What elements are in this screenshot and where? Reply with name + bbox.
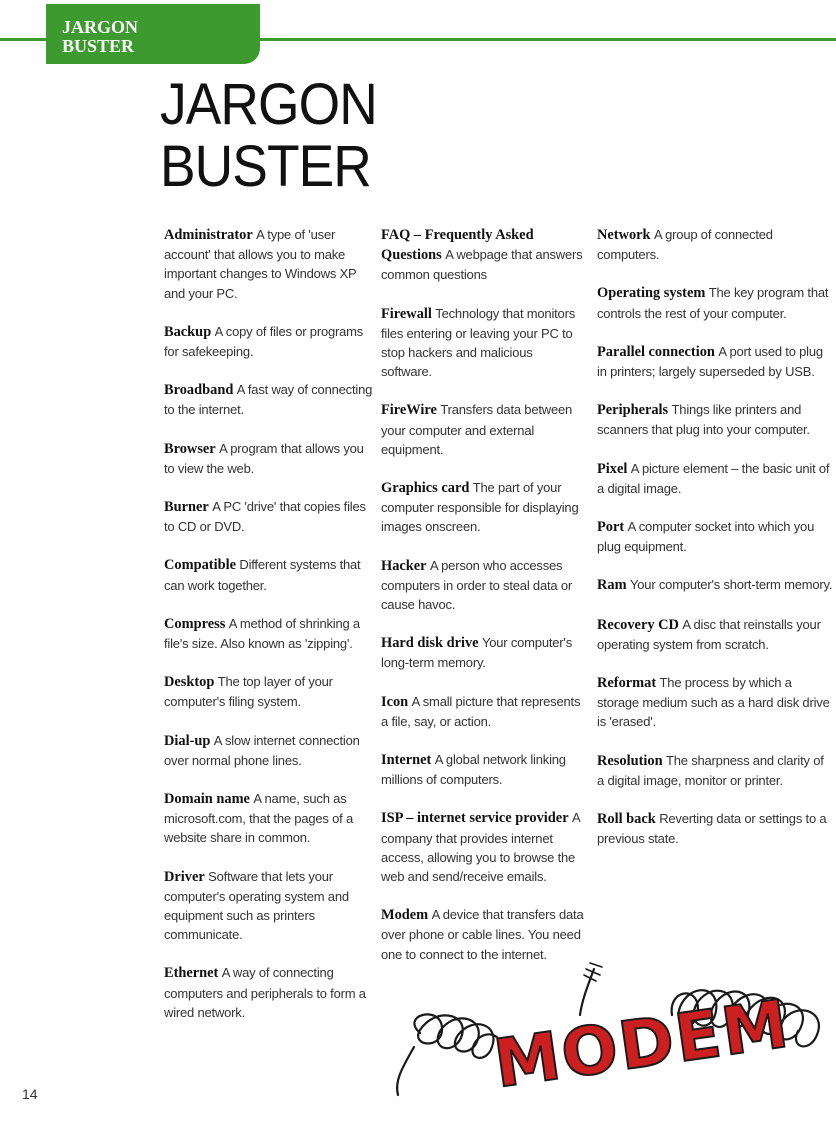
- page-title: [160, 74, 377, 198]
- glossary-definition: A name, such as microsoft.com, that the pages of a website share in common.: [164, 791, 354, 846]
- glossary-entry: [597, 400, 833, 439]
- modem-illustration-word: MODEM: [489, 985, 795, 1103]
- glossary-definition: Things like printers and scanners that plug into your computer.: [597, 402, 810, 438]
- glossary-entry: [381, 750, 586, 789]
- glossary-definition: A copy of files or programs for safekeeping.: [164, 323, 364, 360]
- glossary-entry: [164, 867, 374, 945]
- glossary-term: Graphics card: [381, 480, 470, 497]
- glossary-definition: Reverting data or settings to a previous state.: [597, 811, 827, 847]
- glossary-term: Resolution: [597, 752, 663, 769]
- glossary-entry: [597, 517, 833, 556]
- glossary-column-3: [597, 225, 833, 867]
- glossary-definition: A global network linking millions of computers.: [381, 752, 566, 788]
- glossary-term: Burner: [164, 499, 209, 516]
- glossary-entry: [381, 808, 586, 886]
- page-number: 14: [22, 1086, 38, 1102]
- glossary-entry: [597, 751, 833, 790]
- glossary-term: Ethernet: [164, 965, 219, 982]
- glossary-definition: A picture element – the basic unit of a digital image.: [597, 460, 830, 496]
- glossary-entry: [597, 575, 833, 595]
- page-title-line1: JARGON: [160, 72, 377, 137]
- glossary-definition: A company that provides internet access, allowing you to browse the web and send/receive emails.: [381, 810, 580, 885]
- glossary-entry: [597, 283, 833, 322]
- glossary-entry: [381, 633, 586, 672]
- glossary-term: Firewall: [381, 305, 432, 322]
- glossary-definition: A method of shrinking a file's size. Also known as 'zipping'.: [164, 615, 360, 652]
- glossary-entry: [381, 692, 586, 731]
- modem-cable-illustration: [380, 955, 836, 1115]
- glossary-definition: A slow internet connection over normal phone lines.: [164, 732, 360, 768]
- glossary-term: Driver: [164, 868, 205, 885]
- glossary-term: Browser: [164, 440, 216, 457]
- glossary-entry: [381, 225, 586, 285]
- glossary-term: Compatible: [164, 557, 236, 574]
- glossary-entry: [164, 963, 374, 1022]
- section-tab-line2: BUSTER: [62, 36, 135, 56]
- glossary-term: FireWire: [381, 402, 437, 419]
- glossary-term: Network: [597, 227, 651, 243]
- glossary-definition: A small picture that represents a file, say, or action.: [381, 693, 581, 729]
- glossary-entry: [381, 556, 586, 615]
- glossary-definition: Transfers data between your computer and external equipment.: [381, 402, 573, 457]
- glossary-definition: The process by which a storage medium such as a hard disk drive is 'erased'.: [597, 675, 830, 730]
- glossary-entry: [597, 342, 833, 381]
- glossary-term: Port: [597, 519, 625, 536]
- glossary-definition: A person who accesses computers in order to steal data or cause havoc.: [381, 557, 572, 613]
- section-tab: [46, 4, 260, 64]
- glossary-entry: [164, 555, 374, 594]
- glossary-term: Broadband: [164, 382, 234, 399]
- glossary-term: Backup: [164, 323, 212, 340]
- glossary-definition: A device that transfers data over phone or cable lines. You need one to connect to the internet.: [381, 907, 584, 962]
- glossary-entry: [164, 789, 374, 848]
- glossary-definition: Your computer's short-term memory.: [629, 577, 833, 593]
- glossary-definition: A fast way of connecting to the internet.: [164, 382, 373, 418]
- glossary-definition: A program that allows you to view the web.: [164, 440, 364, 476]
- page-title-line2: BUSTER: [160, 134, 371, 199]
- glossary-term: Domain name: [164, 791, 250, 808]
- glossary-definition: A computer socket into which you plug equipment.: [597, 519, 815, 555]
- glossary-definition: The top layer of your computer's filing system.: [164, 674, 333, 710]
- glossary-entry: [164, 731, 374, 770]
- glossary-term: Icon: [381, 693, 409, 710]
- glossary-definition: The sharpness and clarity of a digital image, monitor or printer.: [597, 752, 824, 788]
- glossary-term: Reformat: [597, 675, 657, 692]
- glossary-entry: [164, 439, 374, 478]
- glossary-definition: Software that lets your computer's operating system and equipment such as printers communicate.: [164, 868, 349, 943]
- glossary-column-2: [381, 225, 586, 983]
- glossary-entry: [381, 400, 586, 459]
- glossary-term: Internet: [381, 752, 432, 769]
- glossary-entry: [164, 322, 374, 361]
- glossary-entry: [164, 225, 374, 303]
- glossary-entry: [597, 615, 833, 654]
- glossary-column-1: [164, 225, 374, 1041]
- glossary-definition: A type of 'user account' that allows you to make important changes to Windows XP and your PC.: [164, 227, 357, 301]
- glossary-term: Hard disk drive: [381, 635, 479, 652]
- glossary-term: Recovery CD: [597, 616, 679, 633]
- glossary-definition: The part of your computer responsible for displaying images onscreen.: [381, 480, 579, 535]
- glossary-term: ISP – internet service provider: [381, 810, 569, 827]
- glossary-definition: A port used to plug in printers; largely superseded by USB.: [597, 343, 823, 380]
- glossary-entry: [597, 673, 833, 732]
- glossary-term: Dial-up: [164, 732, 211, 749]
- glossary-definition: The key program that controls the rest of your computer.: [597, 285, 829, 321]
- glossary-entry: [164, 380, 374, 419]
- glossary-term: Parallel connection: [597, 343, 715, 360]
- glossary-entry: [164, 672, 374, 711]
- glossary-definition: Different systems that can work together.: [164, 557, 361, 593]
- glossary-definition: Your computer's long-term memory.: [381, 635, 573, 671]
- glossary-entry: [381, 478, 586, 537]
- glossary-entry: [164, 497, 374, 536]
- glossary-term: Roll back: [597, 811, 656, 828]
- glossary-term: FAQ – Frequently Asked Questions: [381, 227, 534, 264]
- glossary-definition: A way of connecting computers and peripherals to form a wired network.: [164, 965, 366, 1020]
- glossary-term: Ram: [597, 577, 627, 594]
- glossary-definition: A group of connected computers.: [597, 227, 773, 263]
- glossary-term: Pixel: [597, 460, 628, 477]
- glossary-term: Administrator: [164, 227, 253, 243]
- glossary-entry: [597, 809, 833, 848]
- glossary-term: Operating system: [597, 285, 706, 302]
- section-tab-line1: JARGON: [62, 17, 138, 37]
- glossary-definition: A PC 'drive' that copies files to CD or DVD.: [164, 499, 366, 535]
- glossary-entry: [164, 614, 374, 653]
- glossary-term: Compress: [164, 615, 226, 632]
- glossary-term: Peripherals: [597, 402, 669, 419]
- glossary-term: Modem: [381, 907, 429, 924]
- glossary-entry: [597, 225, 833, 264]
- glossary-definition: A webpage that answers common questions: [381, 247, 583, 283]
- glossary-term: Hacker: [381, 557, 427, 574]
- glossary-definition: Technology that monitors files entering or leaving your PC to stop hackers and malicious software.: [381, 305, 576, 380]
- glossary-entry: [381, 304, 586, 382]
- glossary-entry: [597, 459, 833, 498]
- glossary-definition: A disc that reinstalls your operating system from scratch.: [597, 616, 821, 652]
- glossary-term: Desktop: [164, 674, 215, 691]
